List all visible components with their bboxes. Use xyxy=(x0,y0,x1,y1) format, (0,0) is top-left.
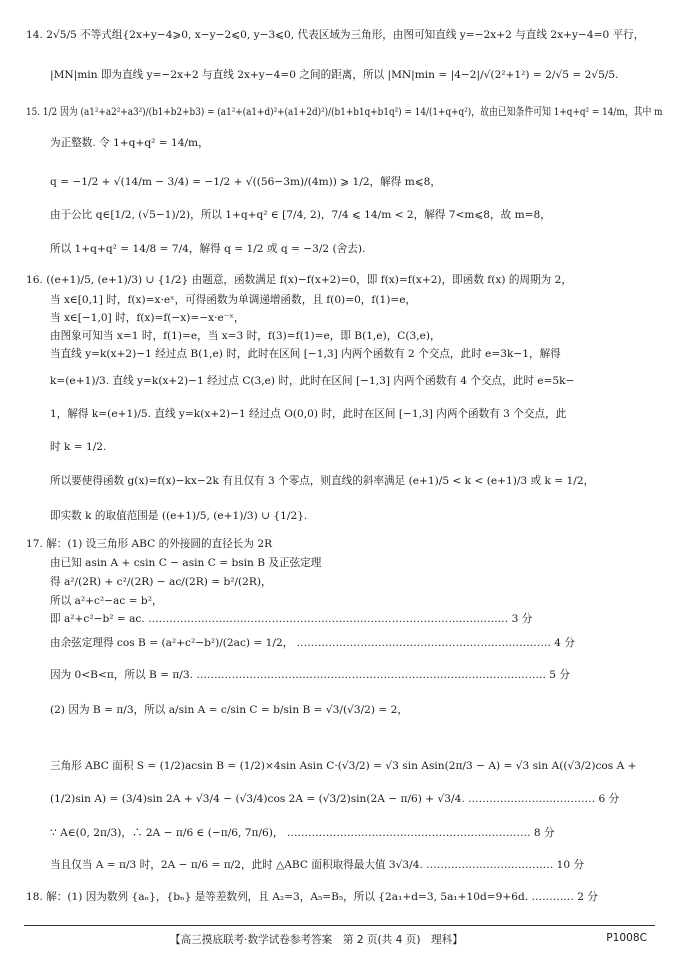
text-line: 三角形 ABC 面积 S = (1/2)acsin B = (1/2)×4sin Asin C·(√3/2) = √3 sin Asin(2π/3 − A) = √3 sin A((√3/2)cos A + xyxy=(50,760,637,772)
text-line: 由图象可知当 x=1 时，f(1)=e，当 x=3 时，f(3)=f(1)=e，即 B(1,e)，C(3,e)， xyxy=(50,330,441,342)
text-line: 由余弦定理得 cos B = (a²+c²−b²)/(2ac) = 1/2， ……………………………………………………………… 4 分 xyxy=(50,637,575,649)
text-line: 1，解得 k=(e+1)/5. 直线 y=k(x+2)−1 经过点 O(0,0) 时，此时在区间 [−1,3] 内两个函数有 3 个交点，此 xyxy=(50,408,567,420)
text-line: |MN|min 即为直线 y=−2x+2 与直线 2x+y−4=0 之间的距离，所以 |MN|min = |4−2|/√(2²+1²) = 2/√5 = 2√5/5. xyxy=(50,69,619,81)
text-line: ∵ A∈(0, 2π/3)，∴ 2A − π/6 ∈ (−π/6, 7π/6)， …………………………………………………………… 8 分 xyxy=(50,827,555,839)
text-line: 因为 0<B<π，所以 B = π/3. ……………………………………………………………………………………… 5 分 xyxy=(50,669,571,681)
text-line: 即实数 k 的取值范围是 ((e+1)/5, (e+1)/3) ∪ {1/2}. xyxy=(50,510,308,522)
text-line: 当 x∈[0,1] 时，f(x)=x·eˣ，可得函数为单调递增函数，且 f(0)=0，f(1)=e， xyxy=(50,294,417,306)
text-line: 当且仅当 A = π/3 时，2A − π/6 = π/2，此时 △ABC 面积取得最大值 3√3/4. ……………………………… 10 分 xyxy=(50,859,585,871)
text-line: 18. 解：(1) 因为数列 {aₙ}，{bₙ} 是等差数列，且 A₂=3，A₅=B₅，所以 {2a₁+d=3, 5a₁+10d=9+6d. ………… 2 分 xyxy=(26,891,598,903)
text-line: 所以 a²+c²−ac = b²， xyxy=(50,595,163,607)
footer-code: P1008C xyxy=(606,932,647,944)
footer-title: 【高三摸底联考·数学试卷参考答案 第 2 页(共 4 页) 理科】 xyxy=(170,934,463,946)
text-line: q = −1/2 + √(14/m − 3/4) = −1/2 + √((56−3m)/(4m)) ⩾ 1/2，解得 m⩽8， xyxy=(50,176,441,188)
text-line: (2) 因为 B = π/3，所以 a/sin A = c/sin C = b/sin B = √3/(√3/2) = 2， xyxy=(50,704,408,716)
text-line: 所以 1+q+q² = 14/8 = 7/4，解得 q = 1/2 或 q = −3/2 (舍去). xyxy=(50,243,366,255)
text-line: 14. 2√5/5 不等式组{2x+y−4⩾0, x−y−2⩽0, y−3⩽0, 代表区域为三角形，由图可知直线 y=−2x+2 与直线 2x+y−4=0 平行， xyxy=(26,29,645,41)
text-line: 当直线 y=k(x+2)−1 经过点 B(1,e) 时，此时在区间 [−1,3] 内两个函数有 2 个交点，此时 e=3k−1，解得 xyxy=(50,348,561,360)
text-line: 当 x∈[−1,0] 时，f(x)=f(−x)=−x·e⁻ˣ， xyxy=(50,312,245,324)
text-line: 即 a²+c²−b² = ac. ………………………………………………………………………………………… 3 分 xyxy=(50,613,533,625)
text-line: (1/2)sin A) = (3/4)sin 2A + √3/4 − (√3/4)cos 2A = (√3/2)sin(2A − π/6) + √3/4. ……………………………… 6 分 xyxy=(50,793,620,805)
text-line: 由已知 asin A + csin C − asin C = bsin B 及正弦定理 xyxy=(50,557,322,569)
text-line: 时 k = 1/2. xyxy=(50,441,107,453)
text-line: k=(e+1)/3. 直线 y=k(x+2)−1 经过点 C(3,e) 时，此时在区间 [−1,3] 内两个函数有 4 个交点，此时 e=5k− xyxy=(50,375,575,387)
footer-divider xyxy=(24,925,655,926)
text-line: 由于公比 q∈[1/2, (√5−1)/2)，所以 1+q+q² ∈ [7/4, 2)，7/4 ⩽ 14/m < 2，解得 7<m⩽8，故 m=8， xyxy=(50,209,551,221)
text-line: 所以要使得函数 g(x)=f(x)−kx−2k 有且仅有 3 个零点，则直线的斜率满足 (e+1)/5 < k < (e+1)/3 或 k = 1/2， xyxy=(50,475,595,487)
text-line: 为正整数. 令 1+q+q² = 14/m， xyxy=(50,137,209,149)
text-line: 16. ((e+1)/5, (e+1)/3) ∪ {1/2} 由题意，函数满足 f(x)−f(x+2)=0，即 f(x)=f(x+2)，即函数 f(x) 的周期为 2， xyxy=(26,274,572,286)
text-line: 15. 1/2 因为 (a1²+a2²+a3²)/(b1+b2+b3) = (a1²+(a1+d)²+(a1+2d)²)/(b1+b1q+b1q²) = 14/(1+q+q²)，故由已知条件可知 1+q+q² = 14/m，其中 m xyxy=(26,106,663,118)
text-line: 17. 解：(1) 设三角形 ABC 的外接圆的直径长为 2R xyxy=(26,538,273,550)
text-line: 得 a²/(2R) + c²/(2R) − ac/(2R) = b²/(2R)， xyxy=(50,576,272,588)
